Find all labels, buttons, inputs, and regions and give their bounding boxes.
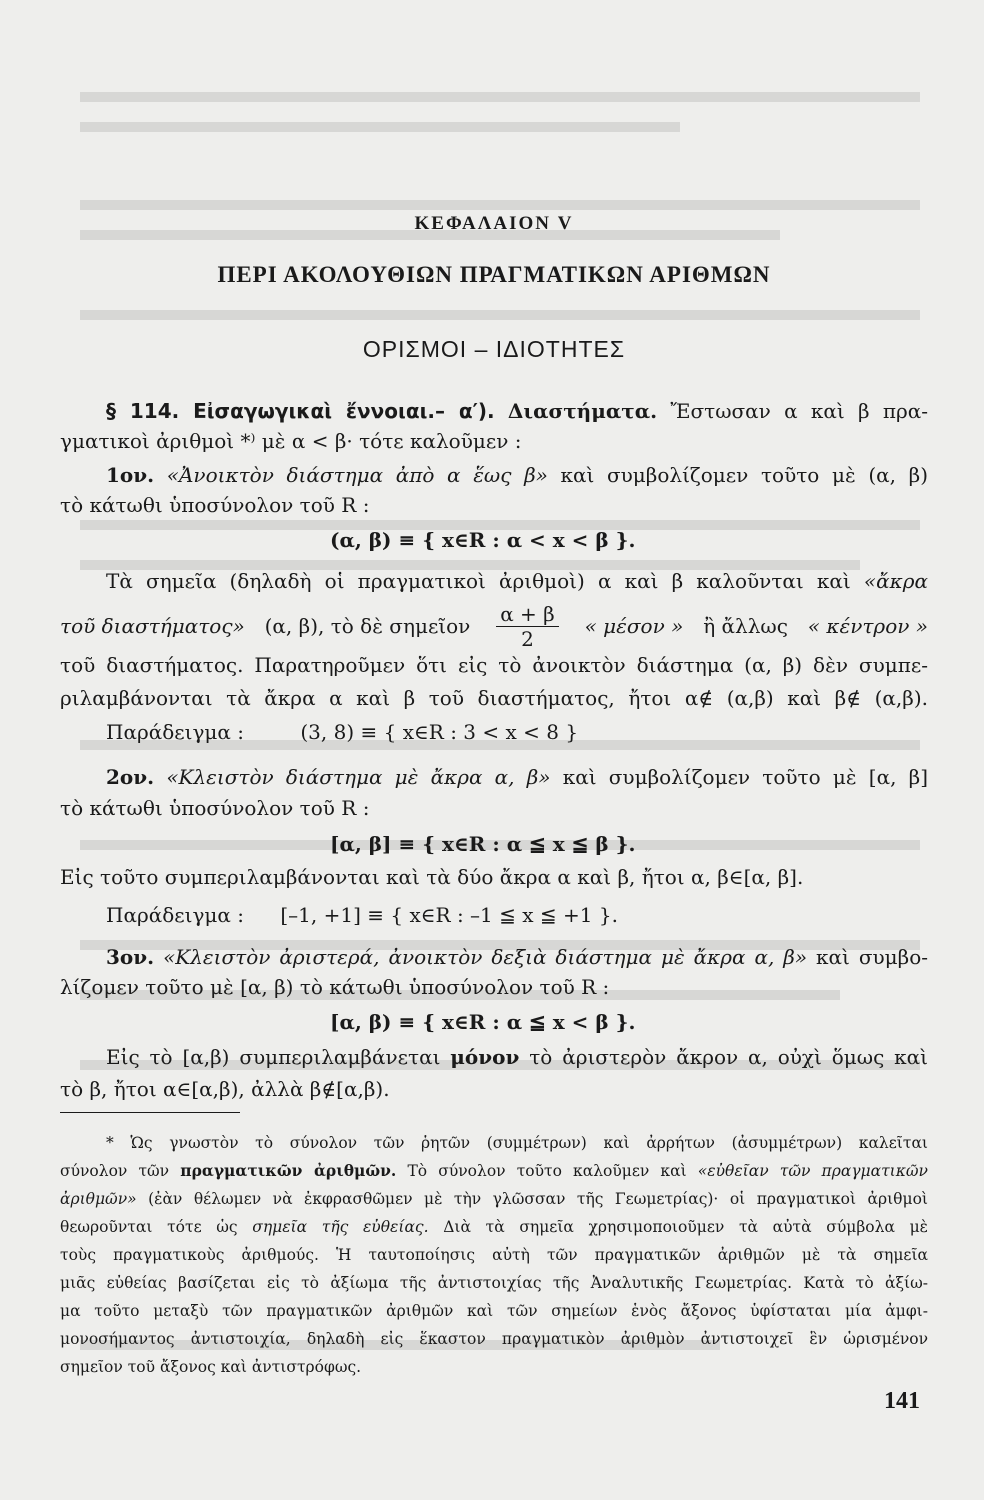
chapter-title: ΠΕΡΙ ΑΚΟΛΟΥΘΙΩΝ ΠΡΑΓΜΑΤΙΚΩΝ ΑΡΙΘΜΩΝ	[217, 262, 771, 287]
footnote-l4-a: θεωροῦνται τότε ὡς	[60, 1218, 238, 1236]
footnote-l3-a: ἀριθμῶν»	[60, 1190, 137, 1208]
example-one-label: Παράδειγμα :	[106, 720, 245, 744]
footnote-line-8: μονοσήμαντος ἀντιστοιχία, δηλαδὴ εἰς ἕκαστον πραγματικὸν ἀριθμὸν ἀντιστοιχεῖ ἓν ὡρισμένον	[60, 1330, 928, 1348]
example-two-formula: [–1, +1] ≡ { x∈R : –1 ≦ x ≦ +1 }.	[280, 903, 618, 927]
endpoints-l2-c: « μέσον »	[584, 614, 684, 638]
footnote-l2-a: σύνολον τῶν	[60, 1162, 170, 1180]
section-heading-line	[106, 396, 928, 426]
item-three-name: «Κλειστὸν ἀριστερά, ἀνοικτὸν δεξιὰ διάστημα μὲ ἄκρα α, β»	[163, 945, 808, 969]
midpoint-numerator: α + β	[496, 602, 559, 627]
section-heading: § 114. Εἰσαγωγικαὶ ἔννοιαι.– α′).	[106, 399, 495, 423]
endpoints-line-4: ριλαμβάνονται τὰ ἄκρα α καὶ β τοῦ διαστήματος, ἤτοι α∉ (α,β) καὶ β∉ (α,β).	[60, 686, 928, 710]
example-one-formula: (3, 8) ≡ { x∈R : 3 < x < 8 }	[300, 720, 579, 744]
footnote-l2-c: Τὸ σύνολον τοῦτο καλοῦμεν καὶ	[407, 1162, 687, 1180]
section-intro-a: Ἔστωσαν α καὶ β πρα-	[670, 399, 929, 423]
footnote-line-7: μα τοῦτο μεταξὺ τῶν πραγματικῶν ἀριθμῶν καὶ τῶν σημείων ἑνὸς ἄξονος ὑφίσταται μία ἀμφι-	[60, 1302, 928, 1320]
example-two-line	[106, 900, 928, 930]
footnote-l4-b: σημεῖα τῆς εὐθείας.	[252, 1218, 429, 1236]
item-three-note-a: Εἰς τὸ [α,β) συμπεριλαμβάνεται	[106, 1045, 441, 1069]
chapter-heading: ΚΕΦΑΛΑΙΟΝ V	[414, 213, 574, 234]
item-two-name: «Κλειστὸν διάστημα μὲ ἄκρα α, β»	[166, 765, 551, 789]
item-three-note-d: τὸ β, ἤτοι α∈[α,β), ἀλλὰ β∉[α,β).	[60, 1077, 390, 1101]
item-two-rest-b: τὸ κάτωθι ὑποσύνολον τοῦ R :	[60, 796, 370, 820]
footnote-line-6: μιᾶς εὐθείας βασίζεται εἰς τὸ ἀξίωμα τῆς ἀντιστοιχίας τῆς Ἀναλυτικῆς Γεωμετρίας. Κατὰ τὸ ἀξίω-	[60, 1274, 928, 1292]
endpoints-line-3: τοῦ διαστήματος. Παρατηροῦμεν ὅτι εἰς τὸ ἀνοικτὸν διάστημα (α, β) δὲν συμπε-	[60, 653, 928, 677]
footnote-l2-b: πραγματικῶν ἀριθμῶν.	[180, 1161, 397, 1180]
item-two-rest-a: καὶ συμβολίζομεν τοῦτο μὲ [α, β]	[562, 765, 929, 789]
footnote-l4-c: Διὰ τὰ σημεῖα χρησιμοποιοῦμεν τὰ αὐτὰ σύμβολα μὲ	[443, 1218, 928, 1236]
item-one-formula: (α, β) ≡ { x∈R : α < x < β }.	[330, 528, 636, 552]
item-one-rest-b: τὸ κάτωθι ὑποσύνολον τοῦ R :	[60, 493, 370, 517]
item-two-formula: [α, β] ≡ { x∈R : α ≦ x ≦ β }.	[330, 832, 636, 856]
example-one-line	[106, 717, 928, 747]
item-three-note-line	[106, 1042, 928, 1072]
footnote-line-9: σημεῖον τοῦ ἄξονος καὶ ἀντιστρόφως.	[60, 1358, 362, 1376]
footnote-l2-d: «εὐθεῖαν τῶν πραγματικῶν	[697, 1162, 928, 1180]
footnote-l3-b: (ἐὰν θέλωμεν νὰ ἐκφρασθῶμεν μὲ τὴν γλῶσσαν τῆς Γεωμετρίας)· οἱ πραγματικοὶ ἀριθμοὶ	[148, 1190, 928, 1208]
endpoints-l2-d: ἢ ἄλλως	[703, 614, 788, 638]
item-three-formula: [α, β) ≡ { x∈R : α ≦ x < β }.	[330, 1010, 636, 1034]
endpoints-l2-e: « κέντρον »	[807, 614, 928, 638]
endpoints-l1-b: «ἄκρα	[863, 569, 929, 593]
item-three-rest-b: λίζομεν τοῦτο μὲ [α, β) τὸ κάτωθι ὑποσύνολον τοῦ R :	[60, 975, 610, 999]
endpoints-l2-b: (α, β), τὸ δὲ σημεῖον	[264, 614, 471, 638]
item-one-rest-a: καὶ συμβολίζομεν τοῦτο μὲ (α, β)	[560, 463, 929, 487]
item-three-note-b: μόνον	[450, 1045, 520, 1069]
page-number: 141	[884, 1388, 920, 1414]
footnote-rule	[60, 1112, 240, 1113]
item-two-line	[106, 762, 928, 792]
item-two-number: 2ον.	[106, 765, 155, 789]
footnote-line-2	[60, 1158, 928, 1184]
footnote-line-1: * Ὡς γνωστὸν τὸ σύνολον τῶν ῥητῶν (συμμέτρων) καὶ ἀρρήτων (ἀσυμμέτρων) καλεῖται	[106, 1134, 928, 1152]
item-three-note-c: τὸ ἀριστερὸν ἄκρον α, οὐχὶ ὅμως καὶ	[529, 1045, 928, 1069]
endpoints-l2-a: τοῦ διαστήματος»	[60, 614, 245, 638]
midpoint-denominator: 2	[521, 626, 534, 651]
section-heading-sub: Διαστήματα.	[507, 399, 658, 423]
example-two-label: Παράδειγμα :	[106, 903, 245, 927]
midpoint-fraction	[496, 602, 559, 651]
endpoints-l1-a: Τὰ σημεῖα (δηλαδὴ οἱ πραγματικοὶ ἀριθμοὶ) α καὶ β καλοῦνται καὶ	[106, 569, 851, 593]
item-one-name: «Ἀνοικτὸν διάστημα ἀπὸ α ἕως β»	[166, 463, 548, 487]
footnote-line-3	[60, 1186, 928, 1212]
item-three-line	[106, 942, 928, 972]
endpoints-line-2	[60, 600, 928, 652]
endpoints-line-1	[106, 566, 928, 596]
item-one-line	[106, 460, 928, 490]
item-three-number: 3ον.	[106, 945, 155, 969]
item-two-note: Εἰς τοῦτο συμπεριλαμβάνονται καὶ τὰ δύο ἄκρα α καὶ β, ἤτοι α, β∈[α, β].	[60, 865, 804, 889]
footnote-line-5: τοὺς πραγματικοὺς ἀριθμούς. Ἡ ταυτοποίησις αὐτὴ τῶν πραγματικῶν ἀριθμῶν μὲ τὰ σημεῖα	[60, 1246, 928, 1264]
item-one-number: 1ον.	[106, 463, 155, 487]
section-subtitle: ΟΡΙΣΜΟΙ – ΙΔΙΟΤΗΤΕΣ	[362, 336, 626, 362]
footnote-line-4	[60, 1214, 928, 1240]
item-three-rest-a: καὶ συμβο-	[816, 945, 929, 969]
section-intro-b: γματικοὶ ἀριθμοὶ *⁾ μὲ α < β· τότε καλοῦμεν :	[60, 429, 522, 453]
